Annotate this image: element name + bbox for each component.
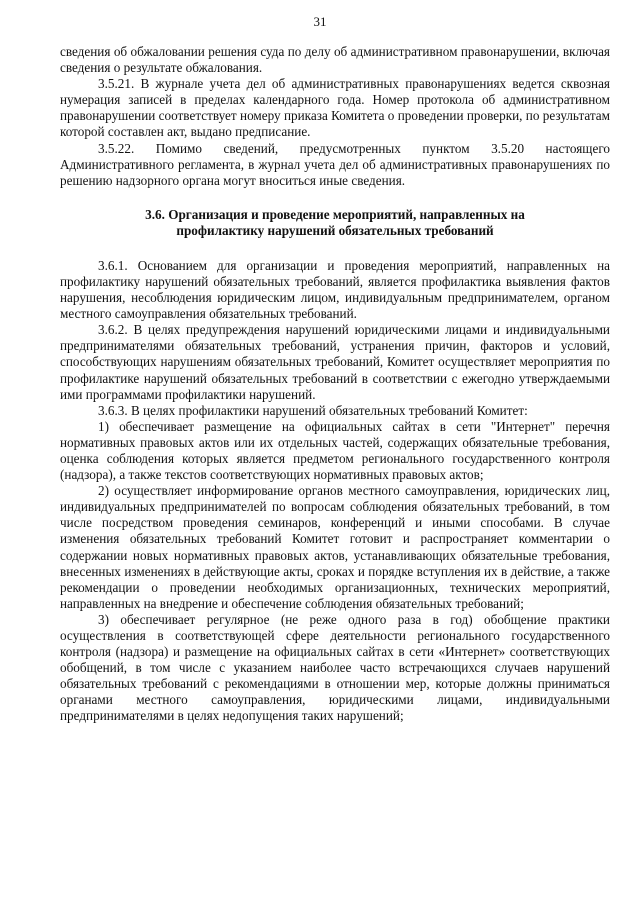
- section-heading: 3.6. Организация и проведение мероприятий, направленных на профилактику нарушений обязательных требований: [145, 206, 525, 239]
- list-item: 2) осуществляет информирование органов местного самоуправления, юридических лиц, индивидуальных предпринимателей по вопросам соблюдения обязательных требований, в том числе посредством проведения семинаров, конференций и иными способами. В случае изменения обязательных требований Комитет готовит и распространяет комментарии о содержании новых нормативных правовых актов, устанавливающих обязательные требования, внесенных изменениях в действующие акты, сроках и порядке вступления их в действие, а также рекомендации о проведении необходимых организационных, технических мероприятий, направленных на внедрение и обеспечение соблюдения обязательных требований;: [60, 483, 610, 611]
- paragraph: 3.6.3. В целях профилактики нарушений обязательных требований Комитет:: [98, 402, 528, 418]
- paragraph: 3.6.1. Основанием для организации и проведения мероприятий, направленных на профилактику нарушений обязательных требований, является профилактика выявления фактов нарушения, несоблюдения юридическим лицом, индивидуальным предпринимателем, органом местного самоуправления обязательных требований.: [60, 257, 610, 322]
- paragraph: сведения об обжаловании решения суда по делу об административном правонарушении, включая сведения о результате обжалования.: [60, 44, 610, 76]
- paragraph: 3.5.22. Помимо сведений, предусмотренных пунктом 3.5.20 настоящего Административного регламента, в журнал учета дел об административных правонарушениях по решению надзорного органа могут вноситься иные сведения.: [60, 140, 610, 188]
- list-item: 3) обеспечивает регулярное (не реже одного раза в год) обобщение практики осуществления в соответствующей сфере деятельности регионального государственного контроля (надзора) и размещение на официальных сайтах в сети «Интернет» соответствующих обобщений, в том числе с указанием наиболее часто встречающихся случаев нарушений обязательных требований с рекомендациями в отношении мер, которые должны приниматься органами местного самоуправления, юридическими лицами, индивидуальными предпринимателями в целях недопущения таких нарушений;: [60, 611, 610, 724]
- paragraph: 3.6.2. В целях предупреждения нарушений юридическими лицами и индивидуальными предпринимателями обязательных требований, устранения причин, факторов и условий, способствующих нарушениям обязательных требований, Комитет осуществляет мероприятия по профилактике нарушений обязательных требований в соответствии с ежегодно утверждаемыми ими программами профилактики нарушений.: [60, 322, 610, 402]
- list-item: 1) обеспечивает размещение на официальных сайтах в сети "Интернет" перечня нормативных правовых актов или их отдельных частей, содержащих обязательные требования, оценка соблюдения которых является предметом регионального государственного контроля (надзора), а также текстов соответствующих нормативных правовых актов;: [60, 418, 610, 483]
- paragraph: 3.5.21. В журнале учета дел об административных правонарушениях ведется сквозная нумерация записей в пределах календарного года. Номер протокола об административном правонарушении соответствует номеру приказа Комитета о проведении проверки, по результатам которой составлен акт, выдано предписание.: [60, 76, 610, 140]
- page-number: 31: [313, 14, 327, 29]
- document-body: [60, 44, 610, 725]
